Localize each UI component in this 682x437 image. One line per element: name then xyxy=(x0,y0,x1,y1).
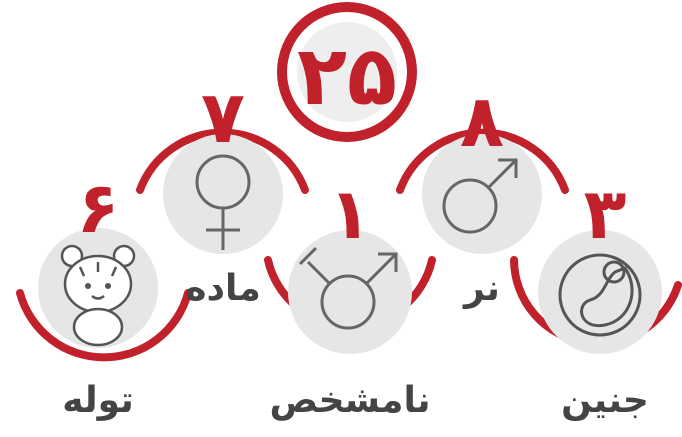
category-cub xyxy=(38,167,158,421)
category-unknown xyxy=(269,173,430,421)
male-label: نر xyxy=(464,268,500,309)
unknown-label: نامشخص xyxy=(269,380,431,421)
fetus-count: ۳ xyxy=(583,173,627,255)
category-female xyxy=(163,75,283,309)
fetus-label: جنین xyxy=(561,380,649,421)
cub-label: توله xyxy=(62,380,134,421)
category-fetus xyxy=(538,173,662,421)
category-male xyxy=(422,79,542,309)
cub-count: ۶ xyxy=(76,167,120,249)
total-count: ۲۵ xyxy=(296,29,398,124)
female-count: ۷ xyxy=(201,75,245,159)
female-label: ماده xyxy=(185,268,261,309)
unknown-count: ۱ xyxy=(328,173,372,255)
male-count: ۸ xyxy=(460,79,504,163)
total-badge xyxy=(277,2,417,142)
